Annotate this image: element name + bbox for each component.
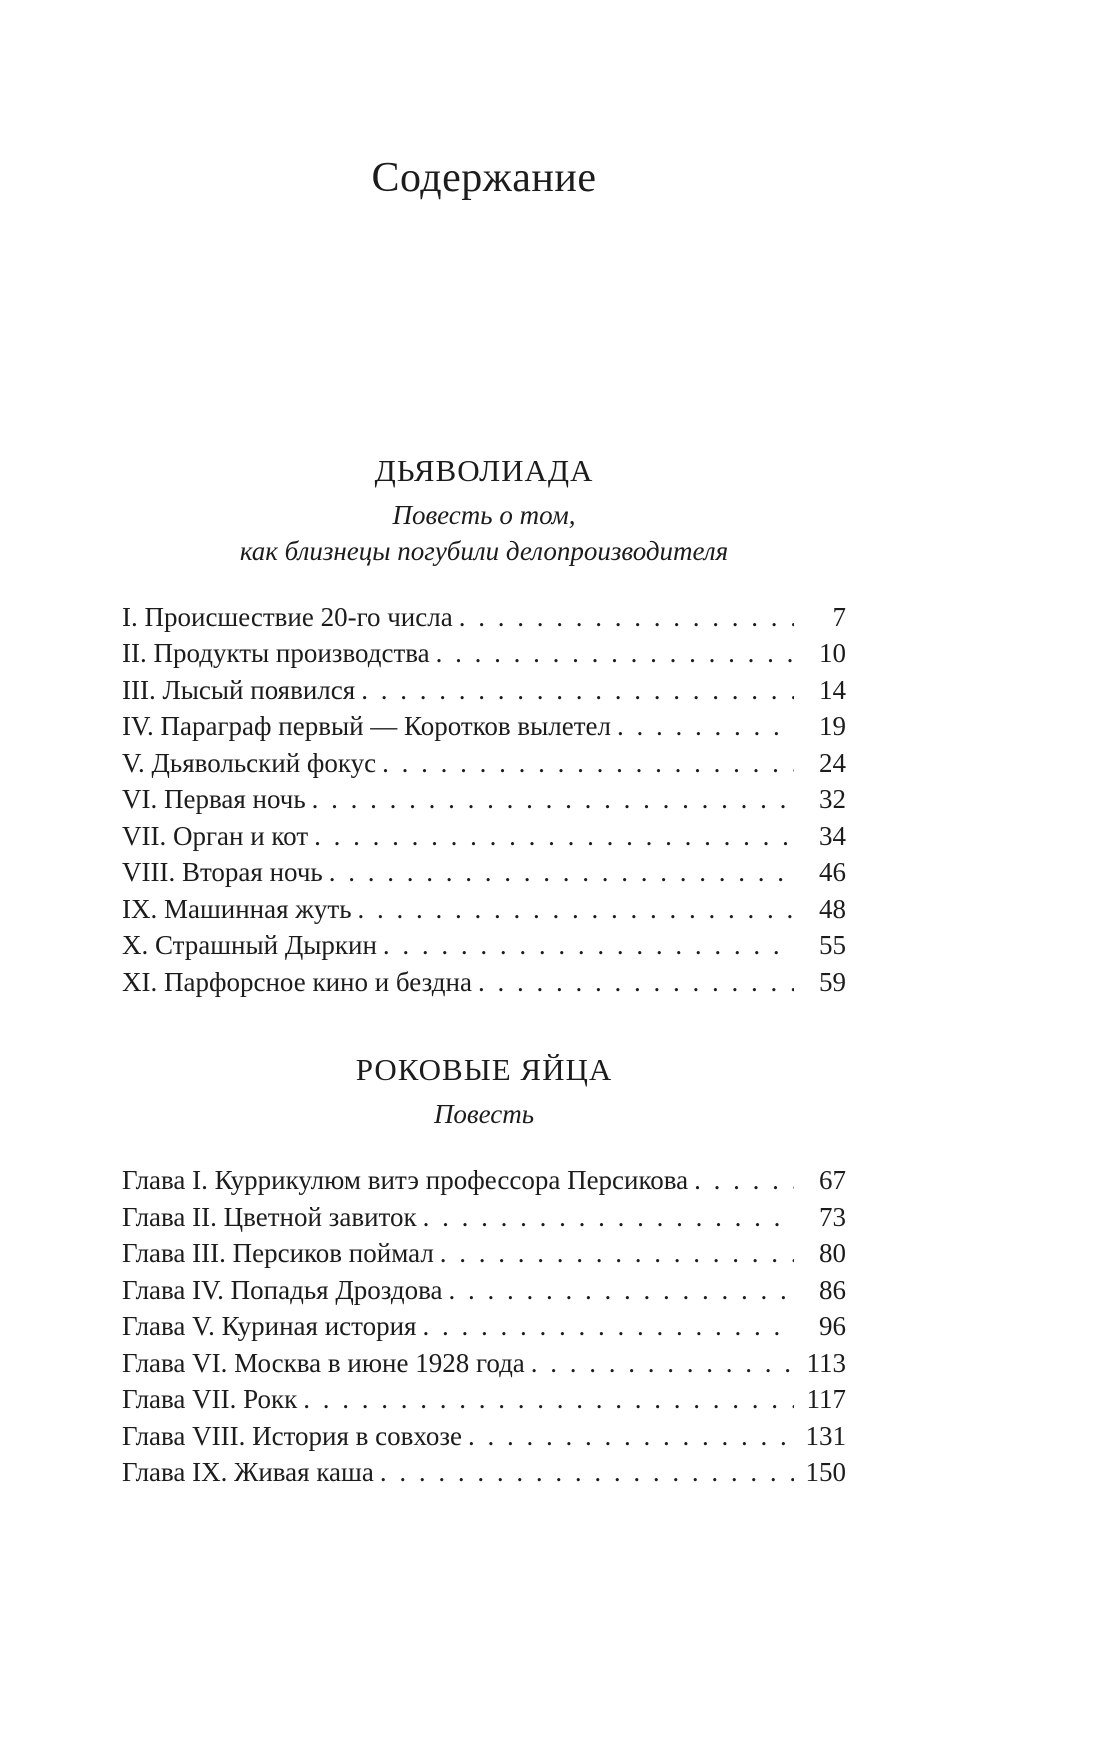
toc-entry-title: Глава III. Персиков поймал	[122, 1238, 434, 1268]
section-subtitle-line: Повесть	[433, 1099, 535, 1129]
toc-section	[122, 1052, 846, 1491]
dot-leader	[361, 672, 794, 709]
toc-entry-row	[122, 1162, 846, 1199]
toc-entry-page: 73	[819, 1201, 846, 1232]
section-subtitle	[122, 1096, 846, 1132]
toc-entry-page: 86	[819, 1274, 846, 1305]
toc-entry-row	[122, 599, 846, 636]
toc-entry-page: 96	[819, 1311, 846, 1341]
section-heading: РОКОВЫЕ ЯЙЦА	[355, 1052, 613, 1087]
toc-entry-title: IV. Параграф первый — Коротков вылетел	[122, 711, 612, 741]
toc-entry-row	[122, 1235, 846, 1272]
toc-entry-title: VIII. Вторая ночь	[122, 857, 323, 887]
toc-entry-page: 46	[819, 857, 846, 887]
toc-entry-page: 7	[832, 601, 846, 632]
toc-entry-row	[122, 1454, 846, 1491]
page-title: Содержание	[371, 155, 597, 201]
toc-entry-title: Глава V. Куриная история	[122, 1311, 417, 1341]
toc-entry-row	[122, 672, 846, 709]
toc-entry-title: X. Страшный Дыркин	[122, 930, 377, 960]
toc-entry-page: 80	[819, 1238, 846, 1268]
toc-entries	[122, 1162, 846, 1491]
dot-leader	[312, 781, 794, 818]
toc-entries	[122, 599, 846, 1001]
toc-entry-title: Глава VIII. История в совхозе	[122, 1420, 463, 1451]
toc-entry-row	[122, 1418, 846, 1455]
toc-entry-page: 34	[819, 820, 846, 851]
toc-entry-title: I. Происшествие 20-го числа	[122, 601, 453, 632]
toc-entry-row	[122, 1308, 846, 1345]
toc-entry-page: 32	[819, 784, 846, 814]
toc-entry-title: Глава IX. Живая каша	[122, 1457, 374, 1487]
toc-entry-title: II. Продукты производства	[122, 638, 430, 668]
toc-entry-title: Глава II. Цветной завиток	[122, 1201, 417, 1232]
toc-entry-page: 131	[805, 1420, 846, 1451]
dot-leader	[380, 1454, 794, 1491]
toc-entry-page: 14	[819, 674, 846, 705]
dot-leader	[423, 1199, 794, 1236]
toc-entry-page: 67	[819, 1165, 846, 1195]
dot-leader	[382, 745, 794, 782]
toc-entry-row	[122, 1199, 846, 1236]
toc-entry-title: Глава I. Куррикулюм витэ профессора Персикова	[122, 1165, 689, 1195]
dot-leader	[303, 1381, 794, 1418]
section-heading: ДЬЯВОЛИАДА	[374, 452, 594, 488]
toc-entry-page: 19	[819, 711, 846, 741]
toc-sections	[122, 453, 846, 1491]
toc-entry-title: Глава VI. Москва в июне 1928 года	[122, 1347, 525, 1378]
toc-entry-page: 10	[819, 638, 846, 668]
dot-leader	[422, 1308, 794, 1345]
toc-entry-page: 113	[806, 1347, 846, 1378]
toc-entry-page: 48	[819, 893, 846, 924]
toc-entry-page: 24	[819, 747, 846, 778]
toc-entry-row	[122, 1381, 846, 1418]
dot-leader	[459, 599, 794, 636]
toc-entry-row	[122, 1345, 846, 1382]
dot-leader	[449, 1272, 794, 1309]
toc-entry-row	[122, 891, 846, 928]
dot-leader	[478, 964, 794, 1001]
dot-leader	[440, 1235, 794, 1272]
toc-entry-title: V. Дьявольский фокус	[122, 747, 377, 778]
toc-entry-row	[122, 635, 846, 672]
dot-leader	[436, 635, 794, 672]
content-column	[122, 152, 846, 1491]
dot-leader	[314, 818, 794, 855]
toc-entry-row	[122, 927, 846, 964]
toc-entry-page: 117	[806, 1384, 846, 1414]
toc-entry-row	[122, 708, 846, 745]
dot-leader	[383, 927, 794, 964]
dot-leader	[468, 1418, 794, 1455]
toc-entry-row	[122, 818, 846, 855]
dot-leader	[531, 1345, 794, 1382]
toc-entry-title: VI. Первая ночь	[122, 784, 306, 814]
dot-leader	[694, 1162, 794, 1199]
section-subtitle-line: как близнецы погубили делопроизводителя	[239, 535, 729, 566]
dot-leader	[329, 854, 794, 891]
toc-entry-title: III. Лысый появился	[122, 674, 356, 705]
toc-entry-row	[122, 964, 846, 1001]
toc-entry-page: 59	[819, 966, 846, 997]
section-subtitle-line: Повесть о том,	[392, 499, 576, 530]
toc-entry-title: Глава IV. Попадья Дроздова	[122, 1274, 443, 1305]
toc-entry-title: Глава VII. Рокк	[122, 1384, 298, 1414]
dot-leader	[617, 708, 794, 745]
toc-entry-title: IX. Машинная жуть	[122, 893, 352, 924]
toc-entry-page: 150	[805, 1457, 846, 1487]
dot-leader	[358, 891, 794, 928]
toc-section	[122, 453, 846, 1001]
section-subtitle	[122, 497, 846, 569]
toc-entry-title: VII. Орган и кот	[122, 820, 309, 851]
toc-entry-title: XI. Парфорсное кино и бездна	[122, 966, 472, 997]
toc-entry-page: 55	[819, 930, 846, 960]
toc-entry-row	[122, 854, 846, 891]
toc-entry-row	[122, 745, 846, 782]
toc-entry-row	[122, 1272, 846, 1309]
toc-entry-row	[122, 781, 846, 818]
